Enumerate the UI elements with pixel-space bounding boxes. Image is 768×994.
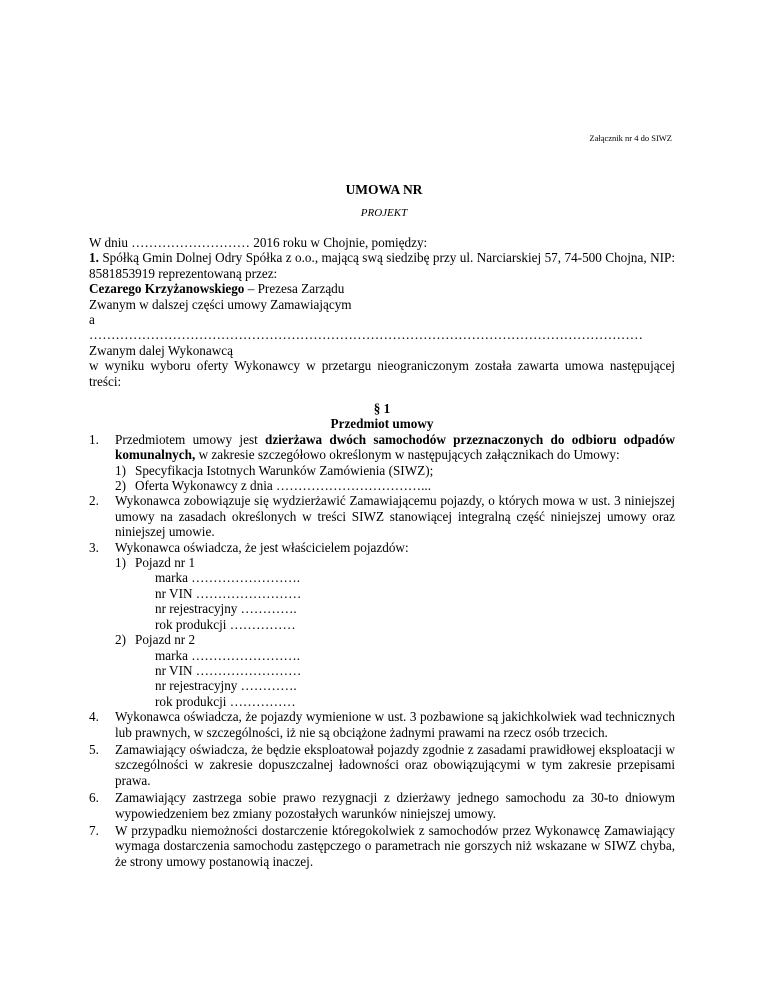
clause-text: Wykonawca oświadcza, że jest właścicielem pojazdów:: [115, 539, 409, 555]
vehicle-details: [135, 648, 675, 710]
vehicle-label: Pojazd nr 2: [135, 632, 196, 648]
vehicle-make-field: marka …………………….: [155, 570, 301, 586]
vehicle-year-field: rok produkcji ……………: [155, 616, 296, 632]
contractor-placeholder: ………………………………………………………………………………………………………………: [89, 327, 643, 343]
vehicle-item: [115, 632, 675, 709]
clause-6: [89, 790, 675, 821]
vehicle-vin-field: nr VIN ……………………: [155, 662, 302, 678]
clause-number: 7.: [89, 822, 99, 838]
vehicle-make-field: marka …………………….: [155, 647, 301, 663]
clause-text: w zakresie szczegółowo określonym w następujących załącznikach do Umowy:: [195, 447, 620, 463]
vehicle-year-field: rok produkcji ……………: [155, 693, 296, 709]
vehicle-item: [115, 555, 675, 632]
clause-1: [89, 431, 675, 494]
annex-number: 2): [115, 478, 126, 494]
section-number: § 1: [373, 401, 391, 416]
clause-list: [89, 432, 675, 869]
clause-number: 2.: [89, 493, 99, 509]
clause-5: [89, 741, 675, 788]
vehicle-label: Pojazd nr 1: [135, 555, 196, 571]
party1-details: mającą swą siedzibę przy ul. Narciarskiej 57, 74-500 Chojna, NIP: 8581853919 reprezentowaną przez:: [89, 250, 676, 281]
document-subtitle: PROJEKT: [360, 207, 408, 219]
representative-role: – Prezesa Zarządu: [244, 281, 345, 297]
clause-number: 3.: [89, 539, 99, 555]
clause-text: Wykonawca oświadcza, że pojazdy wymienione w ust. 3 pozbawione są jakichkolwiek wad technicznych lub prawnych, w szczególności, iż nie są obciążone żadnymi prawami na rzecz osób trzecich.: [115, 709, 675, 740]
section-1: [89, 401, 675, 869]
representative-name: Cezarego Krzyżanowskiego: [89, 281, 245, 297]
section-heading: Przedmiot umowy: [330, 416, 434, 432]
document-title: UMOWA NR: [345, 182, 423, 197]
clause-3: [89, 539, 675, 709]
party1-number: 1.: [89, 250, 99, 266]
vehicle-registration-field: nr rejestracyjny ………….: [155, 601, 297, 617]
annex-label: Załącznik nr 4 do SIWZ: [589, 133, 672, 143]
clause-text: Wykonawca zobowiązuje się wydzierżawić Zamawiającemu pojazdy, o których mowa w ust. 3 niniejszej umowy na zasadach określonych w treści SIWZ stanowiącej integralną część niniejszej umowy oraz niniejszej umowie.: [115, 493, 675, 540]
conjunction: a: [89, 312, 95, 328]
contract-intro: [89, 235, 675, 389]
clause-number: 5.: [89, 741, 99, 757]
party1-name: Spółką Gmin Dolnej Odry Spółka z o.o.,: [102, 250, 319, 266]
annex-number: 1): [115, 462, 126, 478]
vehicle-list: [115, 555, 675, 709]
annex-item: [115, 478, 675, 494]
vehicle-vin-field: nr VIN ……………………: [155, 585, 302, 601]
clause-text: Przedmiotem umowy jest: [115, 431, 266, 447]
annex-list: [115, 463, 675, 494]
clause-2: [89, 493, 675, 540]
clause-7: [89, 822, 675, 869]
vehicle-registration-field: nr rejestracyjny ………….: [155, 678, 297, 694]
party1-paragraph: [89, 250, 675, 281]
vehicle-details: [135, 570, 675, 632]
clause-4: [89, 709, 675, 740]
contractor-label: Zwanym dalej Wykonawcą: [89, 342, 233, 358]
clause-number: 4.: [89, 709, 99, 725]
annex-item: [115, 462, 675, 478]
clause-text: W przypadku niemożności dostarczenie któregokolwiek z samochodów przez Wykonawcę Zamawiający wymaga dostarczenia samochodu zastępczego o parametrach nie gorszych niż wskazane w SIWZ chyba, że strony umowy postanowią inaczej.: [115, 822, 675, 869]
clause-number: 1.: [89, 431, 99, 447]
annex-text: Specyfikacja Istotnych Warunków Zamówienia (SIWZ);: [135, 462, 434, 478]
representative-line: [89, 281, 675, 296]
clause-text: Zamawiający zastrzega sobie prawo rezygnacji z dzierżawy jednego samochodu za 30-to dniowym wypowiedzeniem bez zmiany pozostałych warunków niniejszej umowy.: [115, 790, 675, 821]
annex-text: Oferta Wykonawcy z dnia ……………………………...: [135, 478, 431, 494]
vehicle-number: 1): [115, 555, 126, 571]
vehicle-number: 2): [115, 632, 126, 648]
intro-date-line: W dniu ……………………… 2016 roku w Chojnie, pomiędzy:: [89, 235, 428, 250]
clause-number: 6.: [89, 790, 99, 806]
contract-basis: w wyniku wyboru oferty Wykonawcy w przetargu nieograniczonym została zawarta umowa następującej treści:: [89, 358, 675, 389]
ordering-party-label: Zwanym w dalszej części umowy Zamawiającym: [89, 296, 352, 312]
clause-subject: dzierżawa dwóch samochodów przeznaczonych do odbioru odpadów komunalnych,: [115, 431, 675, 463]
clause-text: Zamawiający oświadcza, że będzie eksploatował pojazdy zgodnie z zasadami prawidłowej eksploatacji w szczególności w zakresie dopuszczalnej ładowności oraz obowiązującymi w tym zakresie przepisami prawa.: [115, 741, 675, 788]
